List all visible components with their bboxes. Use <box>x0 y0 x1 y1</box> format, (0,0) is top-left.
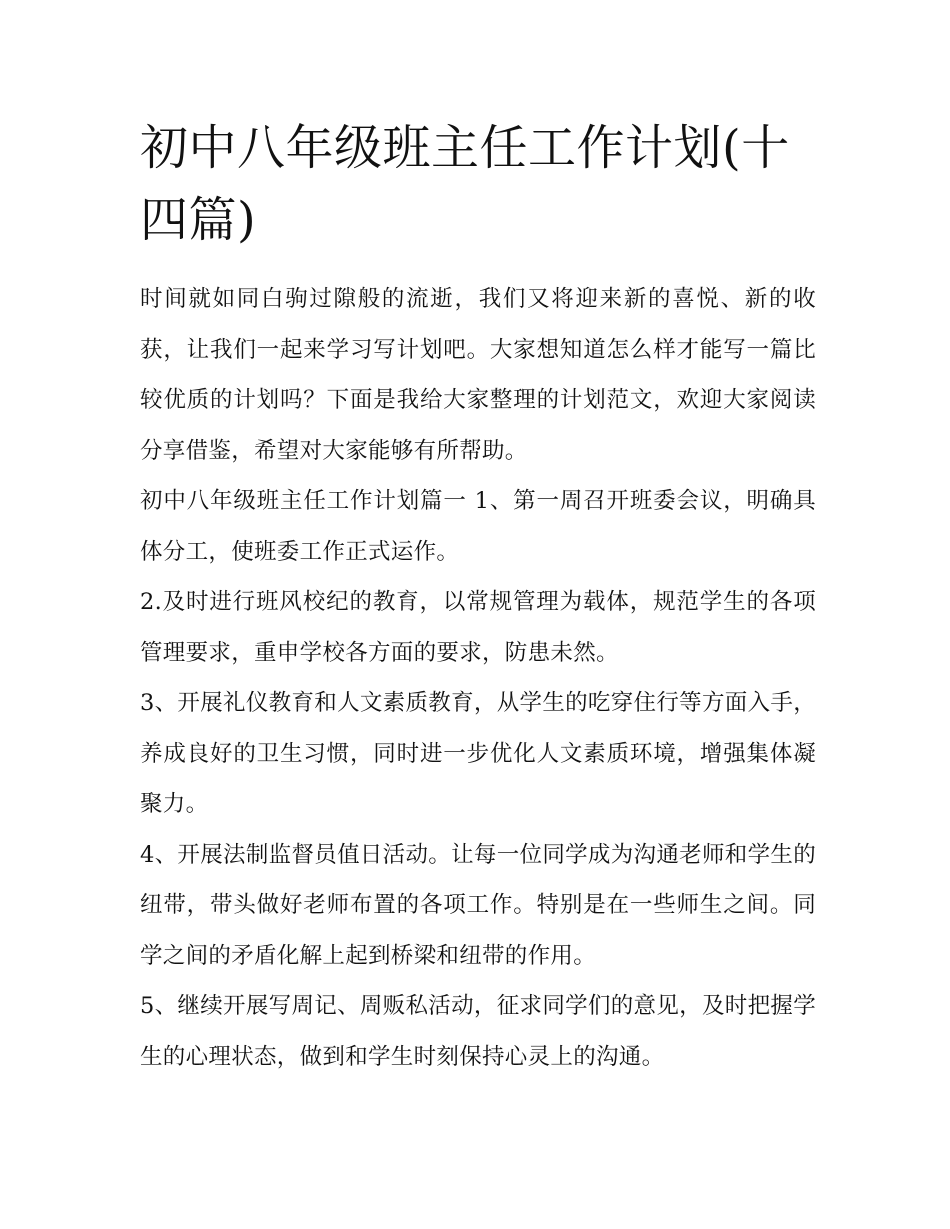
document-body <box>140 112 816 1082</box>
document-title: 初中八年级班主任工作计划(十四篇) <box>140 120 790 248</box>
intro-paragraph: 时间就如同白驹过隙般的流逝，我们又将迎来新的喜悦、新的收获，让我们一起来学习写计划吧。大家想知道怎么样才能写一篇比较优质的计划吗？下面是我给大家整理的计划范文，欢迎大家阅读分享借鉴，希望对大家能够有所帮助。 <box>140 286 816 464</box>
plan-item-3-paragraph: 3、开展礼仪教育和人文素质教育，从学生的吃穿住行等方面入手，养成良好的卫生习惯，同时进一步优化人文素质环境，增强集体凝聚力。 <box>140 690 816 817</box>
plan-item-5-paragraph: 5、继续开展写周记、周贩私活动，征求同学们的意见，及时把握学生的心理状态，做到和学生时刻保持心灵上的沟通。 <box>140 993 816 1070</box>
plan-item-4-paragraph: 4、开展法制监督员值日活动。让每一位同学成为沟通老师和学生的纽带，带头做好老师布置的各项工作。特别是在一些师生之间。同学之间的矛盾化解上起到桥梁和纽带的作用。 <box>140 841 816 969</box>
plan-item-2-paragraph: 2.及时进行班风校纪的教育，以常规管理为载体，规范学生的各项管理要求，重申学校各方面的要求，防患未然。 <box>140 589 816 666</box>
plan-item-1-paragraph: 初中八年级班主任工作计划篇一 1、第一周召开班委会议，明确具体分工，使班委工作正式运作。 <box>140 488 816 565</box>
